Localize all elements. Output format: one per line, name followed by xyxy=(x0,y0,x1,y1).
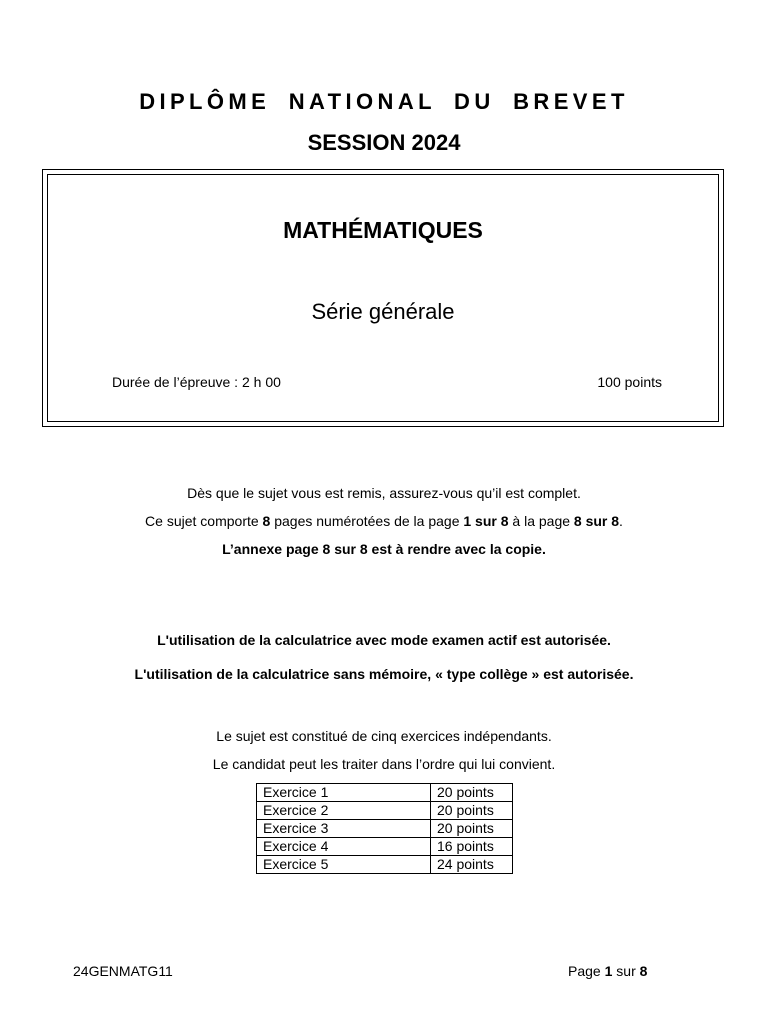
calculator-rule-exam-mode: L'utilisation de la calculatrice avec mode examen actif est autorisée. xyxy=(157,632,611,648)
exercise-points: 16 points xyxy=(431,838,513,856)
diploma-title: DIPLÔME NATIONAL DU BREVET xyxy=(139,89,629,114)
instruction-page-count xyxy=(0,513,768,529)
page-count-end: . xyxy=(619,513,623,529)
table-row xyxy=(257,820,513,838)
subject-frame xyxy=(42,169,724,427)
calculator-rule-college: L'utilisation de la calculatrice sans mémoire, « type collège » est autorisée. xyxy=(134,666,634,682)
page-count-first: 1 sur 8 xyxy=(463,513,509,529)
exercise-name: Exercice 3 xyxy=(257,820,431,838)
page-number-middle: sur xyxy=(612,963,640,979)
exercise-points: 24 points xyxy=(431,856,513,874)
exercise-name: Exercice 1 xyxy=(257,784,431,802)
subject-title: MATHÉMATIQUES xyxy=(283,217,483,243)
series-title: Série générale xyxy=(311,299,455,324)
page-count-middle: pages numérotées de la page xyxy=(270,513,464,529)
exercise-name: Exercice 5 xyxy=(257,856,431,874)
total-points: 100 points xyxy=(597,374,662,390)
page-count-number: 8 xyxy=(262,513,271,529)
instruction-annex: L’annexe page 8 sur 8 est à rendre avec la copie. xyxy=(222,541,546,557)
table-row xyxy=(257,802,513,820)
page-number xyxy=(568,963,647,979)
exercise-name: Exercice 2 xyxy=(257,802,431,820)
page-count-prefix: Ce sujet comporte xyxy=(145,513,263,529)
exam-duration: Durée de l’épreuve : 2 h 00 xyxy=(112,374,281,390)
exercise-points: 20 points xyxy=(431,820,513,838)
page-count-and: à la page xyxy=(508,513,574,529)
exercise-points: 20 points xyxy=(431,802,513,820)
session-title: SESSION 2024 xyxy=(307,130,461,155)
document-code: 24GENMATG11 xyxy=(73,963,173,979)
exercise-points-table xyxy=(256,783,513,874)
table-row xyxy=(257,784,513,802)
table-row xyxy=(257,838,513,856)
structure-line-order: Le candidat peut les traiter dans l’ordre qui lui convient. xyxy=(212,756,556,772)
page-number-prefix: Page xyxy=(568,963,605,979)
subject-frame-inner xyxy=(47,174,719,422)
exercise-name: Exercice 4 xyxy=(257,838,431,856)
page-number-current: 1 xyxy=(604,963,613,979)
table-row xyxy=(257,856,513,874)
instruction-complete-check: Dès que le sujet vous est remis, assurez-vous qu’il est complet. xyxy=(187,485,581,501)
page-number-total: 8 xyxy=(639,963,648,979)
exercise-points: 20 points xyxy=(431,784,513,802)
structure-line-exercises: Le sujet est constitué de cinq exercices indépendants. xyxy=(216,728,552,744)
page-count-last: 8 sur 8 xyxy=(573,513,620,529)
